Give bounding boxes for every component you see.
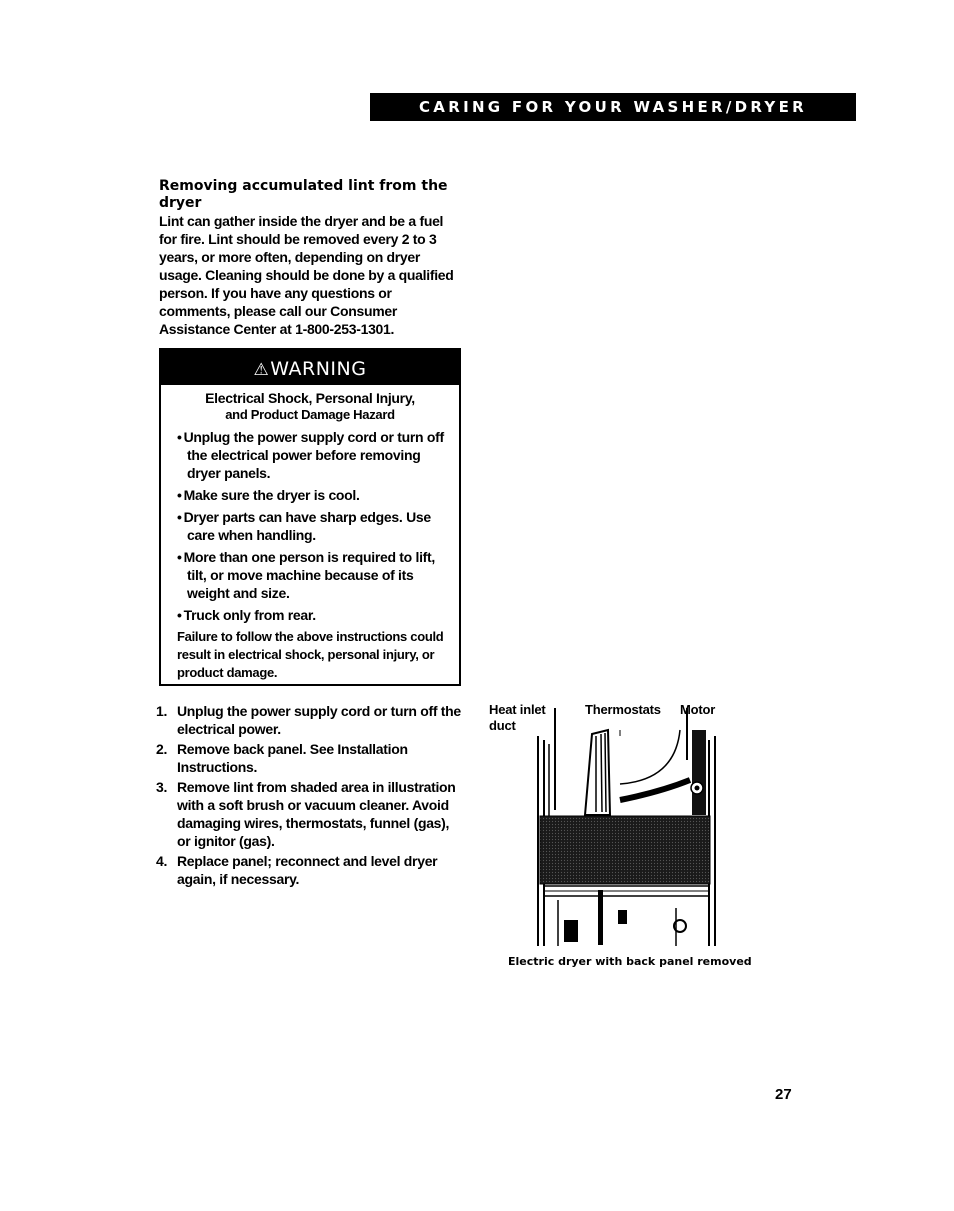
step-number: 2. (156, 741, 168, 757)
warning-item: • Dryer parts can have sharp edges. Use care when handling. (177, 508, 447, 544)
warning-header-label: WARNING (270, 358, 367, 380)
hazard-title: Electrical Shock, Personal Injury, (205, 390, 415, 406)
step-text: Unplug the power supply cord or turn off the electrical power. (177, 703, 461, 737)
warning-item: • Unplug the power supply cord or turn off the electrical power before removing dryer panels. (177, 428, 447, 482)
hazard-subtitle: and Product Damage Hazard (225, 407, 395, 422)
step-item (156, 702, 466, 738)
step-item (156, 778, 466, 850)
warning-item: • Truck only from rear. (177, 606, 447, 624)
steps-list (156, 702, 466, 890)
warning-item: • Make sure the dryer is cool. (177, 486, 447, 504)
step-number: 3. (156, 779, 168, 795)
step-number: 4. (156, 853, 168, 869)
label-motor: Motor (680, 702, 716, 717)
step-text: Replace panel; reconnect and level dryer again, if necessary. (177, 853, 438, 887)
label-heat-inlet-line1: Heat inlet (489, 702, 546, 717)
section-header-bar: CARING FOR YOUR WASHER/DRYER (370, 93, 856, 121)
label-thermostats: Thermostats (585, 702, 661, 717)
step-number: 1. (156, 703, 168, 719)
step-text: Remove lint from shaded area in illustration with a soft brush or vacuum cleaner. Avoid damaging wires, thermostats, funnel (gas), or ignitor (gas). (177, 779, 456, 849)
warning-list (161, 428, 447, 624)
label-heat-inlet-line2: duct (489, 718, 516, 733)
step-text: Remove back panel. See Installation Instructions. (177, 741, 408, 775)
warning-item: • More than one person is required to lift, tilt, or move machine because of its weight and size. (177, 548, 447, 602)
step-item (156, 740, 466, 776)
warning-failure-text: Failure to follow the above instructions could result in electrical shock, personal injury, or product damage. (177, 629, 444, 680)
section-body: Lint can gather inside the dryer and be a fuel for fire. Lint should be removed every 2 to 3 years, or more often, depending on dryer usage. Cleaning should be done by a qualified person. If you have any questions or comments, please call our Consumer Assistance Center at 1-800-253-1301. (159, 213, 454, 337)
warning-triangle-icon: ⚠ (253, 360, 270, 380)
lint-section (159, 178, 459, 338)
figure-caption: Electric dryer with back panel removed (508, 955, 752, 968)
warning-header (161, 350, 459, 385)
dryer-illustration (530, 700, 730, 948)
page-number: 27 (775, 1086, 792, 1103)
step-item (156, 852, 466, 888)
section-title: Removing accumulated lint from the dryer (159, 178, 448, 211)
warning-box (159, 348, 461, 686)
